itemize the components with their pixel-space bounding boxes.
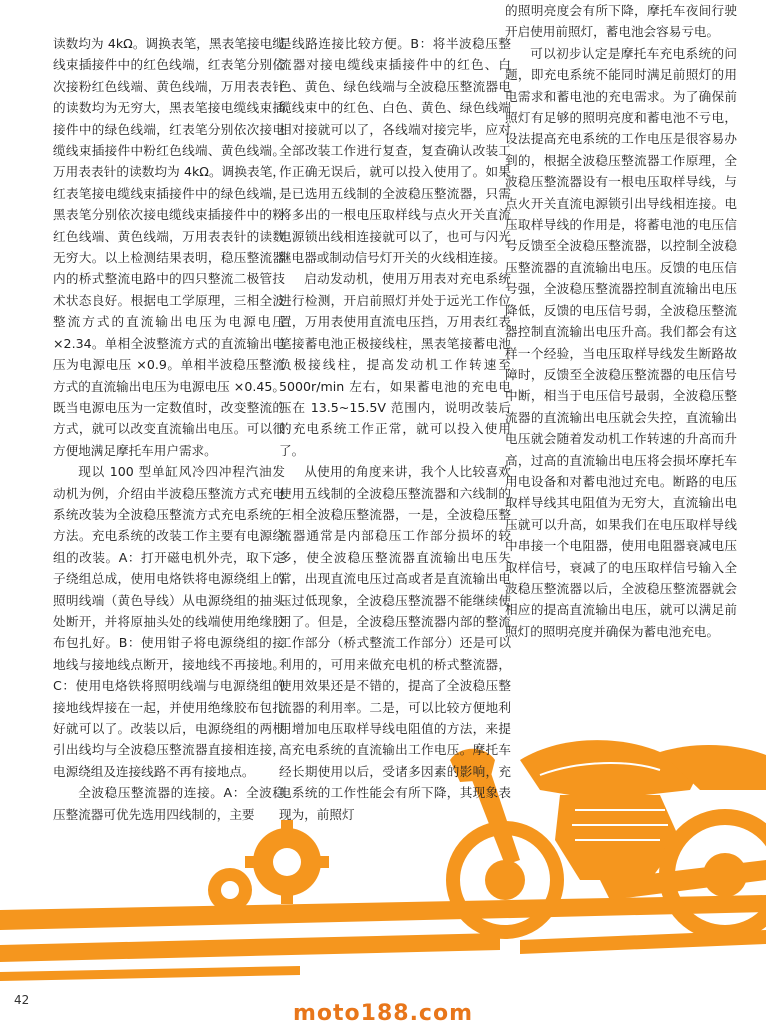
text-column-2: [279, 33, 511, 825]
paragraph: 从使用的角度来讲，我个人比较喜欢使用五线制的全波稳压整流器和六线制的三相全波稳压整流器，一是，全波稳压整流器通常是内部稳压工作部分损坏的较多，使全波稳压整流器直流输出电压失常，出现直流电压过高或者是直流输出电压过低现象，全波稳压整流器不能继续使用了。但是，全波稳压整流器内部的整流工作部分（桥式整流工作部分）还是可以利用的，可用来做充电机的桥式整流器，使用效果还是不错的，提高了全波稳压整流器的利用率。二是，可以比较方便地利用增加电压取样导线电阻值的方法，来提高充电系统的直流输出工作电压。摩托车经长期使用以后，受诸多因素的影响，充电系统的工作性能会有所下降，其现象表现为，前照灯: [279, 464, 511, 822]
page-number: 42: [14, 993, 30, 1007]
text-column-1: [53, 33, 285, 825]
paragraph: 启动发动机，使用万用表对充电系统进行检测，开启前照灯并处于远光工作位置，万用表使用直流电压挡，万用表红表笔接蓄电池正极接线柱，黑表笔接蓄电池负极接线柱，提高发动机工作转速至 5000r/min 左右，如果蓄电池的充电电压在 13.5~15.5V 范围内，说明改装后的充电系统工作正常，就可以投入使用了。: [279, 271, 511, 458]
paragraph: 读数均为 4kΩ。调换表笔，黑表笔接电缆线束插接件中的红色线端，红表笔分别依次接粉红色线端、黄色线端，万用表表针的读数均为无穷大，黑表笔接电缆线束插接件中的绿色线端，红表笔分别依次接电缆线束插接件中粉红色线端、黄色线端。万用表表针的读数均为 4kΩ。调换表笔，红表笔接电缆线束插接件中的绿色线端，黑表笔分别依次接电缆线束插接件中的粉红色线端、黄色线端，万用表表针的读数无穷大。以上检测结果表明，稳压整流器内的桥式整流电路中的四只整流二极管技术状态良好。根据电工学原理，三相全波整流方式的直流输出电压为电源电压×2.34。单相全波整流方式的直流输出电压为电源电压 ×0.9。单相半波稳压整流方式的直流输出电压为电源电压 ×0.45。既当电源电压为一定数值时，改变整流的方式，就可以改变直流输出电压。可以很方便地满足摩托车用户需求。: [53, 36, 285, 458]
paragraph: 是线路连接比较方便。B：将半波稳压整流器对接电缆线束插接件中的红色、白色、黄色、绿色线端与全波稳压整流器电缆线束中的红色、白色、黄色、绿色线端相对接就可以了，各线端对接完毕，应对全部改装工作进行复查，复查确认改装工作正确无误后，就可以投入使用了。如果是已选用五线制的全波稳压整流器，只需将多出的一根电压取样线与点火开关直流电源锁出线相连接就可以了，也可与闪光继电器或制动信号灯开关的火线相连接。: [279, 36, 511, 266]
paragraph: 现以 100 型单缸风冷四冲程汽油发动机为例，介绍由半波稳压整流方式充电系统改装为全波稳压整流方式充电系统的方法。充电系统的改装工作主要有电源绕组的改装。A：打开磁电机外壳，取下定子绕组总成，使用电烙铁将电源绕组上的照明线端（黄色导线）从电源绕组的抽头处断开，并将原抽头处的线端使用绝缘胶布包扎好。B：使用钳子将电源绕组的接地线与接地线点断开，接地线不再接地。C：使用电烙铁将照明线端与电源绕组的接地线焊接在一起，并使用绝缘胶布包扎好就可以了。改装以后，电源绕组的两根引出线均与全波稳压整流器直接相连接，电源绕组及连接线路不再有接地点。: [53, 464, 285, 779]
text-column-3: [505, 0, 737, 642]
site-watermark: moto188.com: [292, 1001, 474, 1026]
paragraph: 的照明亮度会有所下降，摩托车夜间行驶开启使用前照灯，蓄电池会容易亏电。: [505, 3, 737, 40]
paragraph: 全波稳压整流器的连接。A：全波稳压整流器可优先选用四线制的，主要: [53, 785, 285, 822]
paragraph: 可以初步认定是摩托车充电系统的问题，即充电系统不能同时满足前照灯的用电需求和蓄电池的充电需求。为了确保前照灯有足够的照明亮度和蓄电池不亏电，设法提高充电系统的工作电压是很容易办到的，根据全波稳压整流器工作原理，全波稳压整流器设有一根电压取样导线，与点火开关直流电源锁引出导线相连接。电压取样导线的作用是，将蓄电池的电压信号反馈至全波稳压整流器，以控制全波稳压整流器的直流输出电压。反馈的电压信号强，全波稳压整流器控制直流输出电压降低，反馈的电压信号弱，全波稳压整流器控制直流输出电压升高。我们都会有这样一个经验，当电压取样导线发生断路故障时，反馈至全波稳压整流器的电压信号中断，相当于电压信号最弱，全波稳压整流器的直流输出电压就会失控，直流输出电压就会随着发动机工作转速的升高而升高，过高的直流输出电压将会损坏摩托车用电设备和对蓄电池过充电。断路的电压取样导线其电阻值为无穷大，直流输出电压就可以升高，如果我们在电压取样导线中串接一个电阻器，使用电阻器衰减电压取样信号，衰减了的电压取样信号输入全波稳压整流器以后，全波稳压整流器就会相应的提高直流输出电压，就可以满足前照灯的照明亮度并确保为蓄电池充电。: [505, 45, 737, 639]
